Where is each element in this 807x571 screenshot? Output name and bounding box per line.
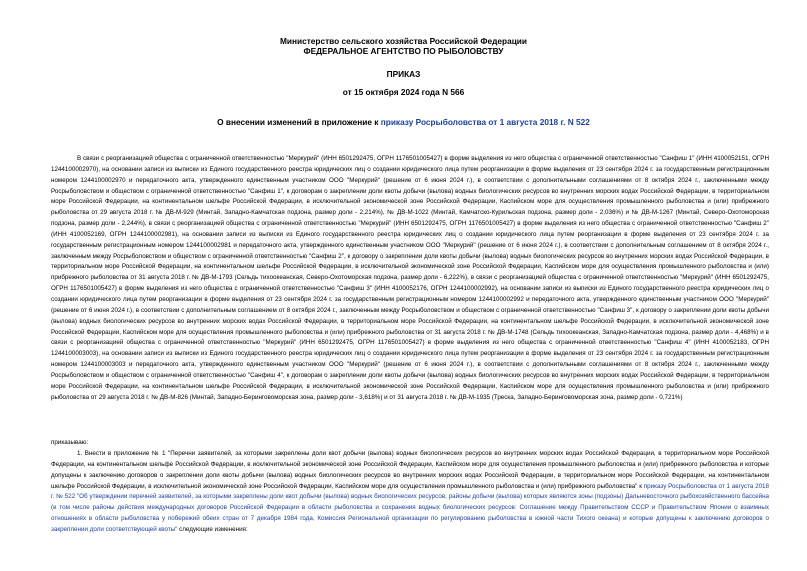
item-1-paragraph [51, 449, 769, 536]
title-prefix: О внесении изменений в приложение к [217, 117, 381, 127]
document-title [0, 117, 807, 128]
order-date-number: от 15 октября 2024 года N 566 [342, 87, 465, 97]
preamble-paragraph: В связи с реорганизацией общества с ограниченной ответственностью "Меркурий" (ИНН 6501292475, ОГРН 1176501005427) в форме выделения из него общества с ограниченной ответственностью "Санфиш 1" (ИНН 4100052151, ОГРН 1244100002970), на основании записи из выписки из Единого государственного реестра юридических лиц о создании юридического лица путем реорганизации в форме выделения от 23 сентября 2024 г. за государственным регистрационным номером 1244100002970 и передаточного акта, утвержденного единственным участником ООО "Меркурий" (решение от 6 июня 2024 г.), в соответствии с дополнительными соглашениями от 8 октября 2024 г., заключенными между Росрыболовством и обществом с ограниченной ответственностью "Санфиш 1", к договорам о закреплении доли квоты добычи (вылова) водных биологических ресурсов во внутренних морских водах Российской Федерации, в территориальном море Российской Федерации, на континентальном шельфе Российской Федерации, в исключительной экономической зоне Российской Федерации, Каспийском море для осуществления промышленного рыболовства и (или) прибрежного рыболовства от 29 августа 2018 г. № ДВ-М-929 (Минтай, Западно-Камчатская подзона, размер доли - 2,214%), № ДВ-М-1022 (Минтай, Камчатско-Курильская подзона, размер доли - 2,036%) и № ДВ-М-1267 (Минтай, Северо-Охотоморская подзона, размер доли - 2,244%), в связи с реорганизацией общества с ограниченной ответственностью "Меркурий" (ИНН 6501292475, ОГРН 1176501005427) в форме выделения из него общества с ограниченной ответственностью "Санфиш 2" (ИНН 4100052169, ОГРН 1244100002981), на основании записи из выписки из Единого государственного реестра юридических лиц о создании юридического лица путем реорганизации в форме выделения от 23 сентября 2024 г. за государственным регистрационным номером 1244100002981 и передаточного акта, утвержденного единственным участником ООО "Меркурий" (решение от 6 июня 2024 г.), в соответствии с дополнительным соглашением от 8 октября 2024 г., заключенным между Росрыболовством и обществом с ограниченной ответственностью "Санфиш 2", к договору о закреплении доли квоты добычи (вылова) водных биологических ресурсов во внутренних морских водах Российской Федерации, в территориальном море Российской Федерации, на континентальном шельфе Российской Федерации, в исключительной экономической зоне Российской Федерации, Каспийском море для осуществления промышленного рыболовства и (или) прибрежного рыболовства от 31 августа 2018 г. № ДВ-М-1793 (Сельдь тихоокеанская, Северо-Охотоморская подзона, размер доли - 6,222%), в связи с реорганизацией общества с ограниченной ответственностью "Меркурий" (ИНН 6501292475, ОГРН 1176501005427) в форме выделения из него общества с ограниченной ответственностью "Санфиш 3" (ИНН 4100052176, ОГРН 1244100002992), на основании записи из выписки из Единого государственного реестра юридических лиц о создании юридического лица путем реорганизации в форме выделения от 23 сентября 2024 г. за государственным регистрационным номером 1244100002992 и передаточного акта, утвержденного единственным участником ООО "Меркурий" (решение от 6 июня 2024 г.), в соответствии с дополнительным соглашением от 8 октября 2024 г., заключенным между Росрыболовством и обществом с ограниченной ответственностью "Санфиш 3", к договору о закреплении доли квоты добычи (вылова) водных биологических ресурсов во внутренних морских водах Российской Федерации, в территориальном море Российской Федерации, на континентальном шельфе Российской Федерации, в исключительной экономической зоне Российской Федерации, Каспийском море для осуществления промышленного рыболовства и (или) прибрежного рыболовства от 31 августа 2018 г. № ДВ-М-1748 (Сельдь тихоокеанская, Западно-Камчатская подзона, размер доли - 4,468%) и в связи с реорганизацией общества с ограниченной ответственностью "Меркурий" (ИНН 6501292475, ОГРН 1176501005427) в форме выделения из него общества с ограниченной ответственностью "Санфиш 4" (ИНН 4100052183, ОГРН 1244100003003), на основании записи из выписки из Единого государственного реестра юридических лиц о создании юридического лица путем реорганизации в форме выделения от 23 сентября 2024 г. за государственным регистрационным номером 1244100003003 и передаточного акта, утвержденного единственным участником ООО "Меркурий" (решение от 6 июня 2024 г.), в соответствии с дополнительными соглашениями от 8 октября 2024 г., заключенными между Росрыболовством и обществом с ограниченной ответственностью "Санфиш 4", к договорам о закреплении доли квоты добычи (вылова) водных биологических ресурсов во внутренних морских водах Российской Федерации, в территориальном море Российской Федерации, на континентальном шельфе Российской Федерации, в исключительной экономической зоне Российской Федерации, Каспийском море для осуществления промышленного рыболовства и (или) прибрежного рыболовства от 29 августа 2018 г. № ДВ-М-826 (Минтай, Западно-Беринговоморская зона, размер доли - 3,618%) и от 31 августа 2018 г. № ДВ-М-1935 (Треска, Западно-Беринговоморская зона, размер доли - 0,721%) [51, 155, 769, 401]
item-1-text: 1. Внести в приложение № 1 "Перечни заявителей, за которыми закреплены доли квот добычи (вылова) водных биологических ресурсов во внутренних морских водах Российской Федерации, в территориальном море Российской Федерации, на континентальном шельфе Российской Федерации, в исключительной экономической зоне Российской Федерации, Каспийском море для осуществления промышленного рыболовства и (или) прибрежного рыболовства и которые допущены к заключению договоров о закреплении доли квоты добычи (вылова) водных биологических ресурсов во внутренних морских водах Российской Федерации, в территориальном море Российской Федерации, на континентальном шельфе Российской Федерации, в исключительной экономической зоне Российской Федерации, Каспийском море для осуществления промышленного рыболовства и (или) прибрежного рыболовства" к [51, 450, 769, 490]
order-word: приказываю: [51, 439, 89, 446]
item-1-order-link[interactable]: приказу Росрыболовства от 1 августа 2018 г. № 522 "Об утверждении перечней заявителей, за которыми закреплены доли квот добычи (вылова) водных биологических ресурсов, районы добычи (вылова) которых являются зоны (подзоны) Дальневосточного рыбохозяйственного бассейна (в том числе районы действия международных договоров Российской Федерации в области рыболовства и сохранения водных биологических ресурсов: Соглашение между Правительством СССР и Правительством Японии о взаимных отношениях в области рыболовства у побережий обеих стран от 7 декабря 1984 года, Комиссия Региональной организации по регулированию рыболовства в южной части Тихого океана) и которые допущены к заключению договоров о закреплении доли соответствующей квоты" [51, 482, 770, 533]
title-order-link[interactable]: приказу Росрыболовства от 1 августа 2018 г. N 522 [380, 117, 590, 127]
document-type: ПРИКАЗ [386, 69, 421, 79]
agency-name: ФЕДЕРАЛЬНОЕ АГЕНТСТВО ПО РЫБОЛОВСТВУ [303, 46, 504, 56]
item-1-ending: следующие изменения: [177, 525, 248, 533]
ministry-name: Министерство сельского хозяйства Российской Федерации [280, 36, 527, 46]
